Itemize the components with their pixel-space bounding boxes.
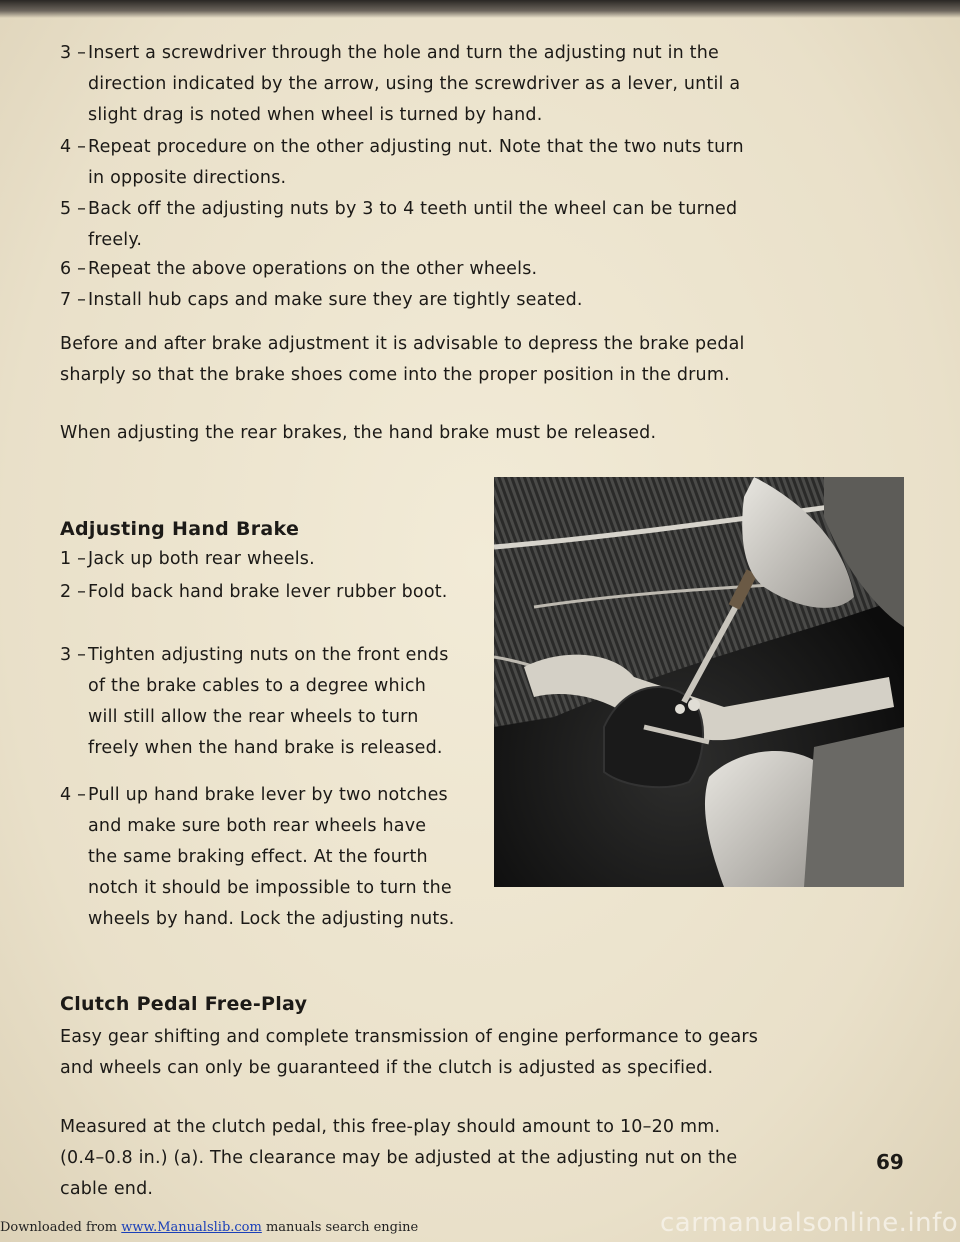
- paragraph-before-after: Before and after brake adjustment it is advisable to depress the brake pedal sharply so that the brake shoes come into the proper position in the drum.: [60, 334, 745, 385]
- page-number: 69: [876, 1150, 904, 1174]
- photo-illustration: [494, 477, 904, 887]
- step-6-other-wheels: [60, 254, 760, 285]
- step-number: 4 –: [60, 785, 87, 805]
- hand-brake-step-1: [60, 544, 455, 575]
- step-text: Pull up hand brake lever by two notches and make sure both rear wheels have the same braking effect. At the fourth notch it should be impossible to turn the wheels by hand. Lock the adjusting nuts.: [88, 785, 455, 929]
- hand-brake-step-3: [60, 640, 455, 764]
- footer-suffix: manuals search engine: [261, 1220, 419, 1235]
- step-text: Fold back hand brake lever rubber boot.: [88, 582, 448, 602]
- footer-prefix: Downloaded from: [0, 1220, 122, 1235]
- step-7-hub-caps: [60, 285, 760, 316]
- step-number: 1 –: [60, 549, 87, 569]
- step-text: Repeat the above operations on the other wheels.: [88, 259, 538, 279]
- step-number: 5 –: [60, 199, 87, 219]
- hand-brake-adjustment-photo: [494, 477, 904, 887]
- hand-brake-step-2: [60, 577, 455, 608]
- step-text: Insert a screwdriver through the hole and turn the adjusting nut in the direction indicated by the arrow, using the screwdriver as a lever, until a slight drag is noted when wheel is turned by hand.: [88, 43, 741, 125]
- paragraph-clutch-intro: Easy gear shifting and complete transmission of engine performance to gears and wheels can only be guaranteed if the clutch is adjusted as specified.: [60, 1027, 759, 1078]
- step-number: 4 –: [60, 137, 87, 157]
- step-4-repeat-nut: [60, 132, 760, 194]
- paragraph-clutch-measure: Measured at the clutch pedal, this free-play should amount to 10–20 mm. (0.4–0.8 in.) (a). The clearance may be adjusted at the adjusting nut on the cable end.: [60, 1117, 738, 1199]
- step-text: Tighten adjusting nuts on the front ends of the brake cables to a degree which will still allow the rear wheels to turn freely when the hand brake is released.: [88, 645, 449, 758]
- download-footer: [0, 1220, 418, 1235]
- step-3-adjust-nut: [60, 38, 760, 131]
- watermark: carmanualsonline.info: [660, 1208, 959, 1238]
- manualslib-link[interactable]: www.Manualslib.com: [121, 1220, 262, 1235]
- step-number: 7 –: [60, 290, 87, 310]
- step-text: Back off the adjusting nuts by 3 to 4 teeth until the wheel can be turned freely.: [88, 199, 738, 250]
- step-number: 6 –: [60, 259, 87, 279]
- step-text: Install hub caps and make sure they are tightly seated.: [88, 290, 583, 310]
- step-number: 3 –: [60, 43, 87, 63]
- step-number: 3 –: [60, 645, 87, 665]
- step-text: Repeat procedure on the other adjusting nut. Note that the two nuts turn in opposite directions.: [88, 137, 744, 188]
- step-number: 2 –: [60, 582, 87, 602]
- section-heading-clutch: Clutch Pedal Free-Play: [60, 993, 308, 1015]
- section-heading-hand-brake: Adjusting Hand Brake: [60, 518, 300, 540]
- step-text: Jack up both rear wheels.: [88, 549, 315, 569]
- scan-edge: [0, 0, 960, 18]
- paragraph-rear-brakes: When adjusting the rear brakes, the hand brake must be released.: [60, 423, 657, 443]
- step-5-back-off: [60, 194, 760, 256]
- hand-brake-step-4: [60, 780, 455, 935]
